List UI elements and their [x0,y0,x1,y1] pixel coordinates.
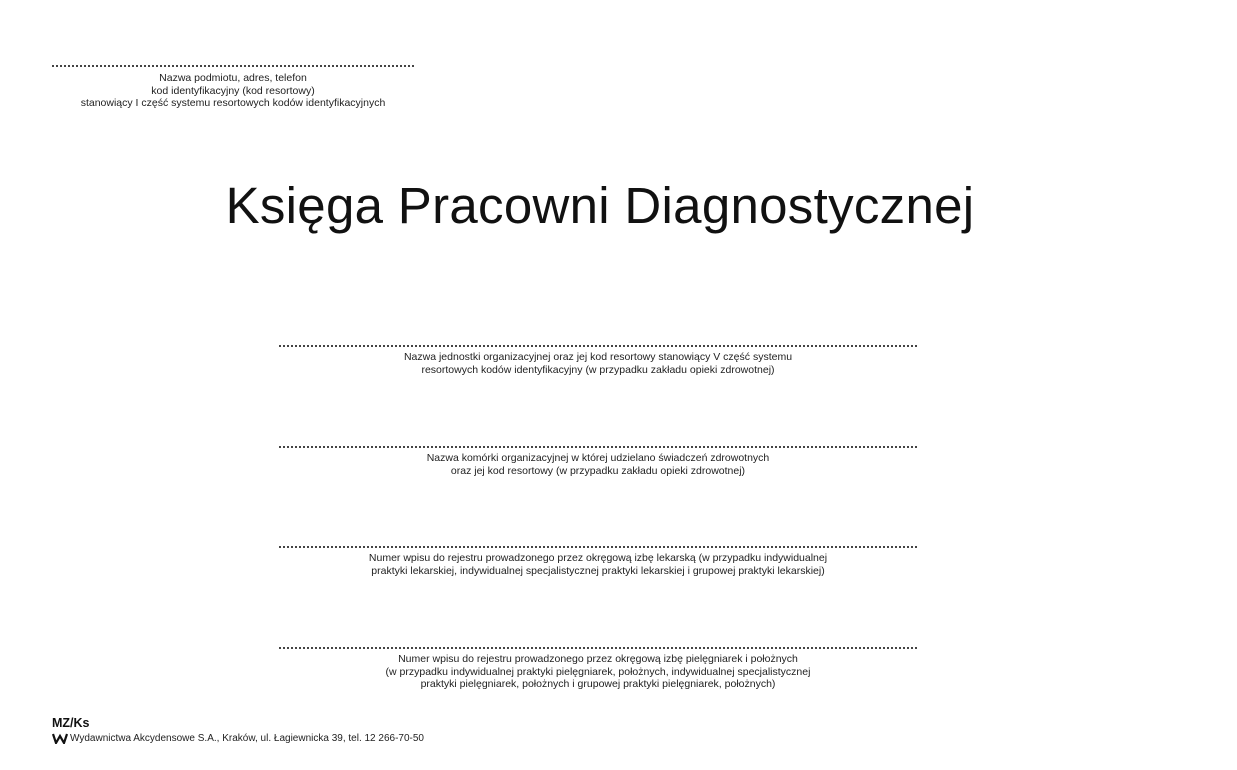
caption-line: Nazwa jednostki organizacyjnej oraz jej kod resortowy stanowiący V część systemu [403,351,793,363]
unit-name-field [279,345,917,376]
nursing-register-caption [279,653,917,691]
cell-name-field [279,446,917,477]
caption-line: (w przypadku indywidualnej praktyki pielęgniarek, położnych, indywidualnej specjalistycznej [385,665,811,678]
cell-name-caption [279,452,917,477]
caption-line: resortowych kodów identyfikacyjny (w przypadku zakładu opieki zdrowotnej) [421,363,775,376]
unit-name-caption [279,351,917,376]
caption-line: oraz jej kod resortowy (w przypadku zakładu opieki zdrowotnej) [450,464,746,477]
document-title: Księga Pracowni Diagnostycznej [225,177,975,234]
nursing-register-fill-line [279,647,917,649]
publisher-logo-icon [52,733,68,744]
entity-fill-line [52,65,414,67]
entity-caption [52,72,414,110]
caption-line: Numer wpisu do rejestru prowadzonego przez okręgową izbę pielęgniarek i położnych [398,653,798,665]
entity-caption-line: Nazwa podmiotu, adres, telefon [159,72,307,84]
entity-header-block [52,65,422,110]
caption-line: Numer wpisu do rejestru prowadzonego przez okręgową izbę lekarską (w przypadku indywidualnej [368,552,828,564]
cell-name-fill-line [279,446,917,448]
caption-line: praktyki pielęgniarek, położnych i grupowej praktyki pielęgniarek, położnych) [420,678,776,690]
medical-register-field [279,546,917,577]
publisher-line [52,733,424,744]
nursing-register-field [279,647,917,691]
medical-register-fill-line [279,546,917,548]
caption-line: praktyki lekarskiej, indywidualnej specjalistycznej praktyki lekarskiej i grupowej praktyki lekarskiej) [371,564,825,577]
entity-caption-line: stanowiący I część systemu resortowych kodów identyfikacyjnych [80,97,386,109]
caption-line: Nazwa komórki organizacyjnej w której udzielano świadczeń zdrowotnych [426,452,770,464]
form-code: MZ/Ks [52,716,90,730]
medical-register-caption [279,552,917,577]
footer [52,716,424,744]
publisher-text: Wydawnictwa Akcydensowe S.A., Kraków, ul. Łagiewnicka 39, tel. 12 266-70-50 [70,733,424,744]
entity-caption-line: kod identyfikacyjny (kod resortowy) [151,84,315,97]
unit-name-fill-line [279,345,917,347]
